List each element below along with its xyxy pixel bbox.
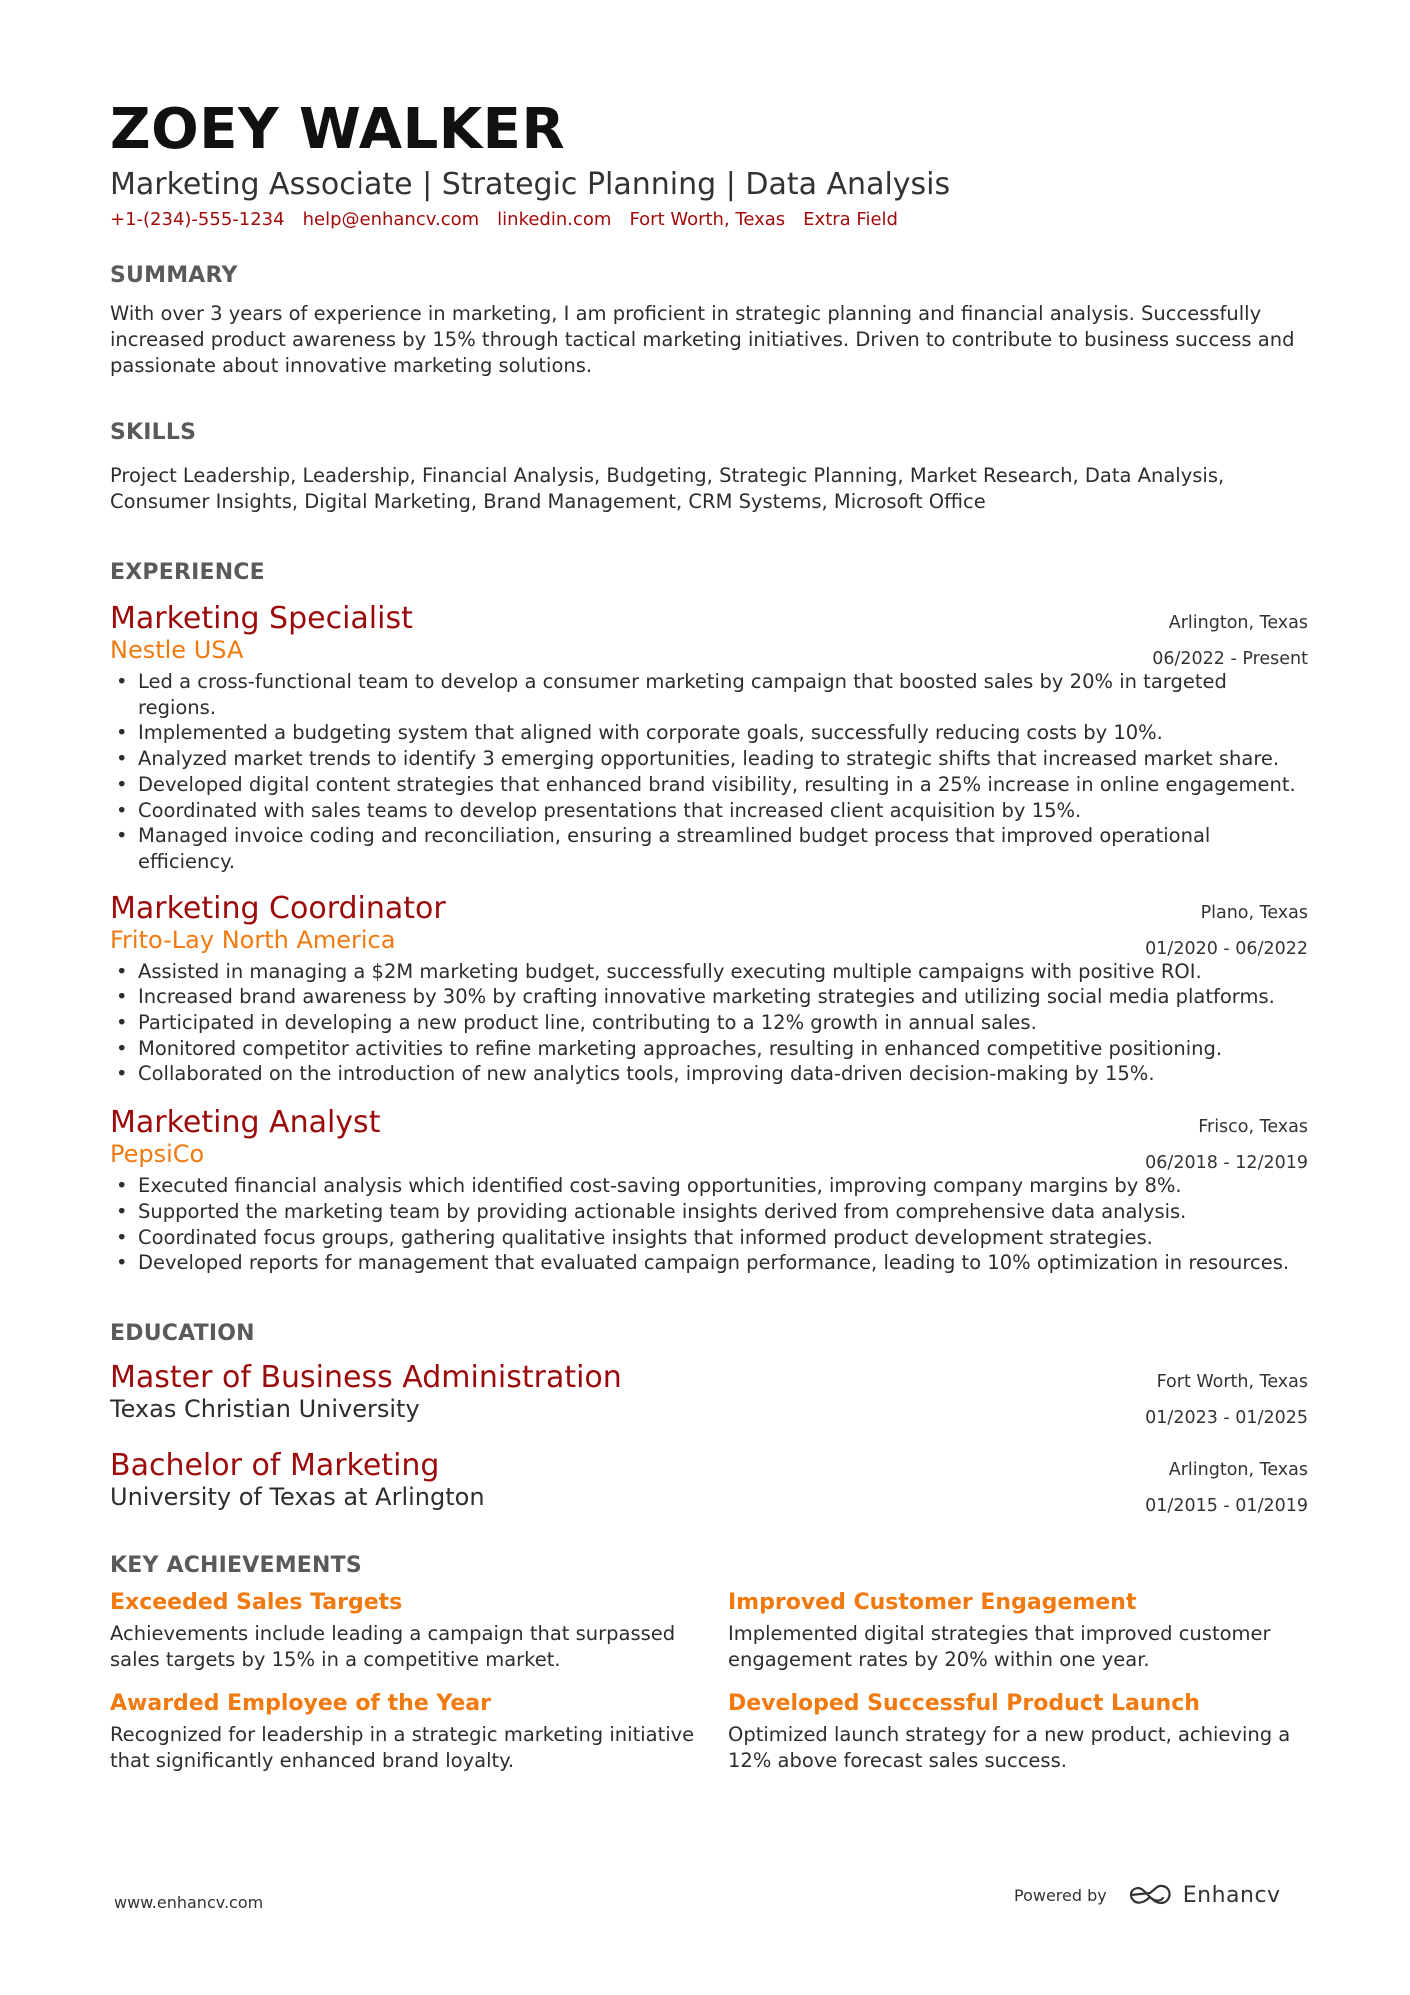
degree-title: Bachelor of Marketing [110,1447,440,1483]
bullet-item: • Implemented a budgeting system that aligned with corporate goals, successfully reducing costs by 10%. [110,720,1308,746]
footer-website[interactable]: www.enhancv.com [114,1893,264,1912]
degree-title: Master of Business Administration [110,1359,622,1395]
bullet-item: • Led a cross-functional team to develop a consumer marketing campaign that boosted sales by 20% in targeted regions. [110,669,1308,720]
education-meta [1145,1364,1308,1436]
job-dates: 06/2022 - Present [1152,649,1308,669]
contact-extra-field: Extra Field [803,209,898,230]
education-section [110,1320,1308,1516]
job-title: Marketing Analyst [110,1105,381,1141]
achievement-desc: Optimized launch strategy for a new product, achieving a 12% above forecast sales success. [728,1722,1291,1772]
achievements-section [110,1552,1308,1774]
summary-section [110,262,1308,379]
experience-entry [110,1105,1308,1276]
bullet-item: • Increased brand awareness by 30% by crafting innovative marketing strategies and utilizing social media platforms. [110,984,1308,1010]
job-title: Marketing Specialist [110,601,413,636]
job-meta [1152,605,1308,677]
contact-phone[interactable]: +1-(234)-555-1234 [110,209,285,230]
brand-name: Enhancv [1182,1882,1281,1908]
job-bullets [110,959,1308,1088]
bullet-item: • Participated in developing a new product line, contributing to a 12% growth in annual sales. [110,1010,1308,1036]
education-location: Fort Worth, Texas [1156,1371,1308,1392]
bullet-item: • Executed financial analysis which identified cost-saving opportunities, improving company margins by 8%. [110,1173,1308,1199]
school-name: University of Texas at Arlington [110,1482,485,1511]
bullet-item: • Coordinated with sales teams to develop presentations that increased client acquisition by 15%. [110,798,1308,824]
achievement-desc: Recognized for leadership in a strategic marketing initiative that significantly enhanced brand loyalty. [110,1722,695,1772]
skills-text: Project Leadership, Leadership, Financial Analysis, Budgeting, Strategic Planning, Market Research, Data Analysis, Consumer Insights, Digital Marketing, Brand Management, CRM Systems, Microsoft Office [110,464,1225,513]
section-title-summary: SUMMARY [110,263,238,288]
education-location: Arlington, Texas [1168,1459,1308,1480]
bullet-item: • Monitored competitor activities to refine marketing approaches, resulting in enhanced competitive positioning. [110,1036,1308,1062]
job-bullets [110,669,1308,875]
footer-branding [1014,1882,1281,1908]
bullet-item: • Managed invoice coding and reconciliation, ensuring a streamlined budget process that improved operational efficiency. [110,823,1308,874]
job-dates: 01/2020 - 06/2022 [1145,938,1308,959]
resume-page [110,96,1308,1774]
brand-link[interactable] [1127,1882,1281,1908]
achievements-grid [110,1588,1308,1774]
bullet-item: • Supported the marketing team by providing actionable insights derived from comprehensive data analysis. [110,1199,1308,1225]
job-location: Arlington, Texas [1168,613,1308,633]
section-title-achievements: KEY ACHIEVEMENTS [110,1552,362,1578]
education-entry [110,1447,1308,1516]
resume-header [110,96,1308,232]
education-meta [1145,1452,1308,1524]
candidate-headline: Marketing Associate | Strategic Planning | Data Analysis [110,167,951,202]
bullet-item: • Collaborated on the introduction of new analytics tools, improving data-driven decision-making by 15%. [110,1061,1308,1087]
contact-list [110,208,1308,232]
achievement-desc: Implemented digital strategies that improved customer engagement rates by 20% within one year. [728,1621,1271,1671]
company-name: Frito-Lay North America [110,925,396,954]
job-location: Plano, Texas [1200,902,1308,923]
bullet-item: • Assisted in managing a $2M marketing budget, successfully executing multiple campaigns with positive ROI. [110,959,1308,985]
bullet-item: • Analyzed market trends to identify 3 emerging opportunities, leading to strategic shifts that increased market share. [110,746,1308,772]
skills-section [110,419,1308,515]
bullet-item: • Developed reports for management that evaluated campaign performance, leading to 10% optimization in resources. [110,1250,1308,1276]
experience-section [110,559,1308,1276]
achievement-title: Exceeded Sales Targets [110,1589,403,1615]
experience-entry [110,891,1308,1088]
summary-text: With over 3 years of experience in marketing, I am proficient in strategic planning and financial analysis. Successfully increased product awareness by 15% through tactical marketing initiatives. Driven to contribute to business success and passionate about innovative marketing solutions. [110,302,1295,377]
experience-entry [110,601,1308,875]
achievement-item [110,1689,728,1774]
education-dates: 01/2015 - 01/2019 [1145,1495,1308,1516]
job-bullets [110,1173,1308,1276]
achievement-item [728,1689,1308,1774]
section-title-skills: SKILLS [110,420,197,445]
education-dates: 01/2023 - 01/2025 [1145,1407,1308,1428]
section-title-education: EDUCATION [110,1320,255,1346]
enhancv-logo-icon [1127,1882,1173,1908]
contact-location: Fort Worth, Texas [629,209,786,230]
company-name: PepsiCo [110,1140,205,1169]
job-location: Frisco, Texas [1198,1117,1308,1138]
achievement-item [110,1588,728,1673]
achievement-title: Improved Customer Engagement [728,1589,1137,1615]
achievement-item [728,1588,1308,1673]
section-title-experience: EXPERIENCE [110,560,265,585]
education-entry [110,1359,1308,1428]
company-name: Nestle USA [110,636,244,664]
school-name: Texas Christian University [110,1394,420,1423]
candidate-name: ZOEY WALKER [110,97,566,162]
job-meta [1145,895,1308,967]
bullet-item: • Coordinated focus groups, gathering qualitative insights that informed product development strategies. [110,1225,1308,1251]
job-meta [1145,1109,1308,1181]
contact-email[interactable]: help@enhancv.com [302,209,480,230]
job-title: Marketing Coordinator [110,890,446,926]
powered-by-label: Powered by [1014,1885,1107,1905]
achievement-title: Awarded Employee of the Year [110,1690,491,1716]
contact-linkedin[interactable]: linkedin.com [497,209,612,230]
job-dates: 06/2018 - 12/2019 [1145,1153,1308,1174]
achievement-desc: Achievements include leading a campaign that surpassed sales targets by 15% in a competitive market. [110,1621,676,1671]
bullet-item: • Developed digital content strategies that enhanced brand visibility, resulting in a 25% increase in online engagement. [110,772,1308,798]
achievement-title: Developed Successful Product Launch [728,1690,1200,1716]
